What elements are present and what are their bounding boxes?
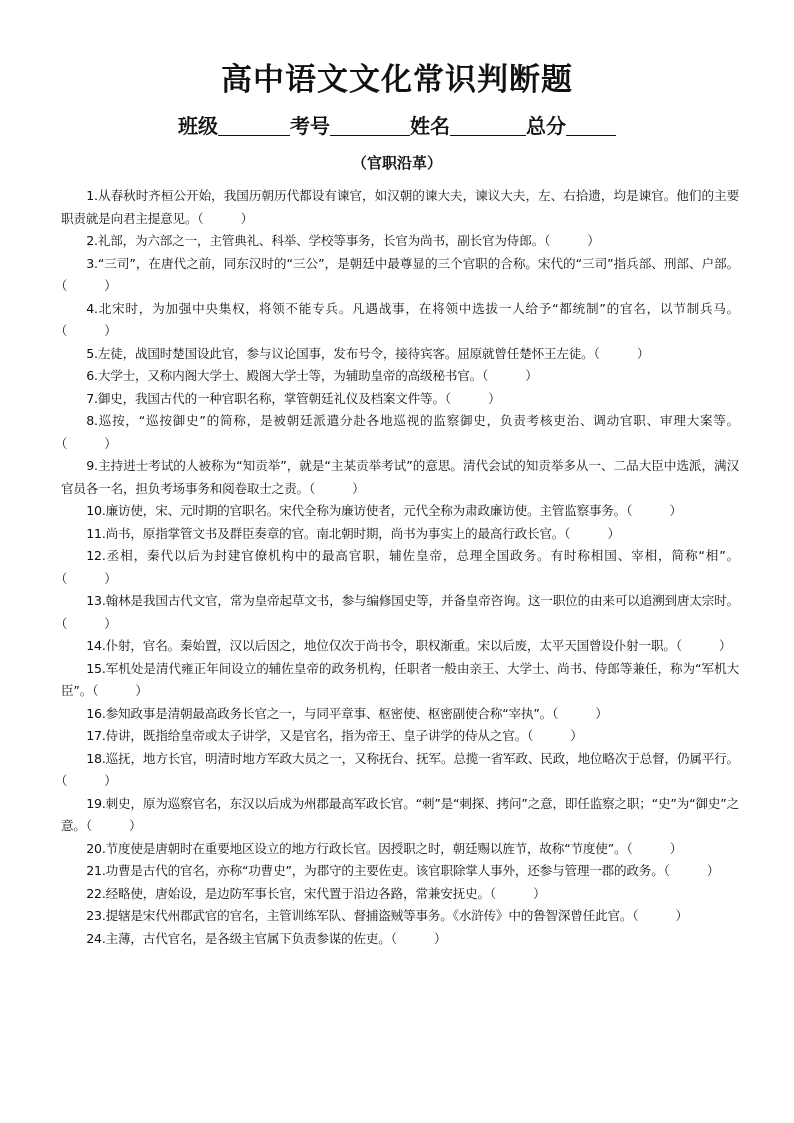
answer-blank[interactable]: （ ） (489, 885, 546, 901)
question-item (61, 185, 739, 230)
question-text: 巡抚，地方长官，明清时地方军政大员之一，又称抚台、抚军。总揽一省军政、民政，地位略次于总督，仍属平行。 (105, 750, 739, 766)
answer-blank[interactable]: （ ） (552, 705, 608, 721)
question-item (61, 883, 739, 906)
question-item (61, 253, 739, 298)
answer-blank[interactable]: （ ） (564, 525, 620, 541)
question-text: 军机处是清代雍正年间设立的辅佐皇帝的政务机构，任职者一般由亲王、大学士、尚书、侍郎等兼任，称为“军机大臣”。 (61, 660, 739, 698)
question-number: 15. (86, 660, 106, 676)
question-item (61, 793, 739, 838)
question-text: 参知政事是清朝最高政务长官之一，与同平章事、枢密使、枢密副使合称“宰执”。 (105, 705, 553, 721)
total-score-label: 总分 (526, 114, 566, 138)
student-info-line (0, 112, 794, 140)
question-item (61, 838, 739, 861)
question-item (61, 703, 739, 726)
answer-blank[interactable]: （ ） (593, 345, 650, 361)
question-item (61, 635, 739, 658)
page-title: 高中语文文化常识判断题 (221, 62, 573, 98)
question-number: 8. (86, 413, 98, 428)
question-number: 6. (86, 368, 98, 383)
question-text: 北宋时，为加强中央集权，将领不能专兵。凡遇战事，在将领中选拔一人给予“都统制”的官名，以节制兵马。 (97, 300, 739, 316)
class-label: 班级 (178, 114, 218, 138)
question-text: “三司”，在唐代之前，同东汉时的“三公”，是朝廷中最尊显的三个官职的合称。宋代的“三司”指兵部、刑部、户部。 (97, 255, 739, 271)
answer-blank[interactable]: （ ） (675, 638, 732, 653)
question-text: 巡按，“巡按御史”的简称，是被朝廷派遣分赴各地巡视的监察御史，负责考核吏治、调动官职、审理大案等。 (97, 413, 739, 428)
answer-blank[interactable]: （ ） (390, 930, 447, 946)
question-text: 左徒，战国时楚国设此官，参与议论国事，发布号令，接待宾客。屈原就曾任楚怀王左徒。 (97, 345, 594, 361)
question-item (61, 725, 739, 748)
answer-blank[interactable]: （ ） (61, 570, 117, 586)
question-number: 13. (86, 593, 106, 608)
question-number: 9. (86, 458, 98, 473)
question-number: 10. (86, 503, 106, 518)
answer-blank[interactable]: （ ） (482, 368, 538, 383)
question-item (61, 388, 739, 411)
answer-blank[interactable]: （ ） (61, 435, 117, 451)
question-number: 1. (86, 188, 98, 203)
question-number: 2. (86, 233, 98, 248)
question-item (61, 343, 739, 366)
answer-blank[interactable]: （ ） (61, 615, 117, 631)
question-text: 廉访使，宋、元时期的官职名。宋代全称为廉访使者，元代全称为肃政廉访使。主管监察事务。 (105, 503, 627, 518)
question-number: 22. (86, 885, 106, 901)
question-text: 刺史，原为巡察官名，东汉以后成为州郡最高军政长官。“刺”是“刺探、拷问”之意，即任监察之职；“史”为“御史”之意。 (61, 795, 739, 833)
exam-number-blank[interactable] (330, 115, 410, 136)
question-item (61, 410, 739, 455)
name-blank[interactable] (450, 115, 526, 136)
class-blank[interactable] (218, 115, 290, 136)
answer-blank[interactable]: （ ） (544, 233, 600, 248)
question-text: 大学士，又称内阁大学士、殿阁大学士等，为辅助皇帝的高级秘书官。 (97, 368, 483, 383)
question-text: 翰林是我国古代文官，常为皇帝起草文书，参与编修国史等，并备皇帝咨询。这一职位的由来可以追溯到唐太宗时。 (105, 593, 739, 608)
total-score-blank[interactable] (566, 115, 616, 136)
answer-blank[interactable]: （ ） (308, 480, 365, 496)
question-item (61, 748, 739, 793)
question-text: 节度使是唐朝时在重要地区设立的地方行政长官。因授职之时，朝廷赐以旌节，故称“节度使”。 (105, 840, 627, 856)
question-text: 礼部，为六部之一，主管典礼、科举、学校等事务，长官为尚书，副长官为侍郎。 (97, 233, 544, 248)
answer-blank[interactable]: （ ） (61, 323, 117, 338)
question-item (61, 928, 739, 951)
answer-blank[interactable]: （ ） (444, 390, 501, 406)
question-item (61, 298, 739, 343)
question-number: 24. (86, 930, 106, 946)
question-number: 3. (86, 255, 98, 271)
question-number: 18. (86, 750, 106, 766)
question-number: 12. (86, 548, 106, 563)
question-text: 仆射，官名。秦始置，汉以后因之，地位仅次于尚书令，职权渐重。宋以后废，太平天国曾设仆射一职。 (105, 638, 676, 653)
question-text: 提辖是宋代州郡武官的官名，主管训练军队、督捕盗贼等事务。《水浒传》中的鲁智深曾任此官。 (105, 908, 633, 923)
question-text: 御史，我国古代的一种官职名称，掌管朝廷礼仪及档案文件等。 (97, 390, 445, 406)
question-number: 21. (86, 863, 106, 878)
question-item (61, 500, 739, 523)
question-text: 主持进士考试的人被称为“知贡举”，就是“主某贡举考试”的意思。清代会试的知贡举多从一、二品大臣中选派，满汉官员各一名，担负考场事务和阅卷取士之责。 (61, 458, 739, 496)
question-item (61, 545, 739, 590)
question-item (61, 455, 739, 500)
question-number: 20. (86, 840, 106, 856)
question-list (61, 185, 739, 950)
question-text: 功曹是古代的官名，亦称“功曹史”，为郡守的主要佐吏。该官职除掌人事外，还参与管理一郡的政务。 (105, 863, 664, 878)
answer-blank[interactable]: （ ） (663, 863, 720, 878)
answer-blank[interactable]: （ ） (626, 503, 682, 518)
question-text: 从春秋时齐桓公开始，我国历朝历代都设有谏官，如汉朝的谏大夫，谏议大夫，左、右拾遗，均是谏官。他们的主要职责就是向君主提意见。 (61, 188, 739, 226)
question-text: 丞相，秦代以后为封建官僚机构中的最高官职，辅佐皇帝，总理全国政务。有时称相国、宰相，简称“相”。 (105, 548, 739, 563)
answer-blank[interactable]: （ ） (527, 728, 583, 743)
question-item (61, 230, 739, 253)
question-number: 23. (86, 908, 106, 923)
question-number: 4. (86, 300, 98, 316)
section-title: （官职沿革） (351, 154, 442, 172)
question-text: 尚书，原指掌管文书及群臣奏章的官。南北朝时期，尚书为事实上的最高行政长官。 (105, 525, 565, 541)
question-number: 17. (86, 728, 106, 743)
answer-blank[interactable]: （ ） (92, 683, 148, 698)
question-number: 11. (86, 525, 106, 541)
answer-blank[interactable]: （ ） (197, 210, 254, 226)
question-text: 经略使，唐始设，是边防军事长官，宋代置于沿边各路，常兼安抚史。 (105, 885, 490, 901)
question-item (61, 590, 739, 635)
question-item (61, 365, 739, 388)
exam-number-label: 考号 (290, 114, 330, 138)
name-label: 姓名 (410, 114, 450, 138)
question-number: 19. (86, 795, 106, 811)
question-text: 侍讲，既指给皇帝或太子讲学，又是官名，指为帝王、皇子讲学的侍从之官。 (105, 728, 528, 743)
question-item (61, 523, 739, 546)
question-number: 7. (86, 390, 98, 406)
answer-blank[interactable]: （ ） (61, 773, 117, 788)
answer-blank[interactable]: （ ） (85, 818, 142, 833)
question-number: 5. (86, 345, 98, 361)
question-text: 主薄，古代官名，是各级主官属下负责参谋的佐吏。 (105, 930, 391, 946)
answer-blank[interactable]: （ ） (632, 908, 688, 923)
answer-blank[interactable]: （ ） (626, 840, 683, 856)
question-number: 16. (86, 705, 106, 721)
question-item (61, 905, 739, 928)
question-item (61, 658, 739, 703)
question-item (61, 860, 739, 883)
question-number: 14. (86, 638, 106, 653)
answer-blank[interactable]: （ ） (61, 278, 117, 293)
